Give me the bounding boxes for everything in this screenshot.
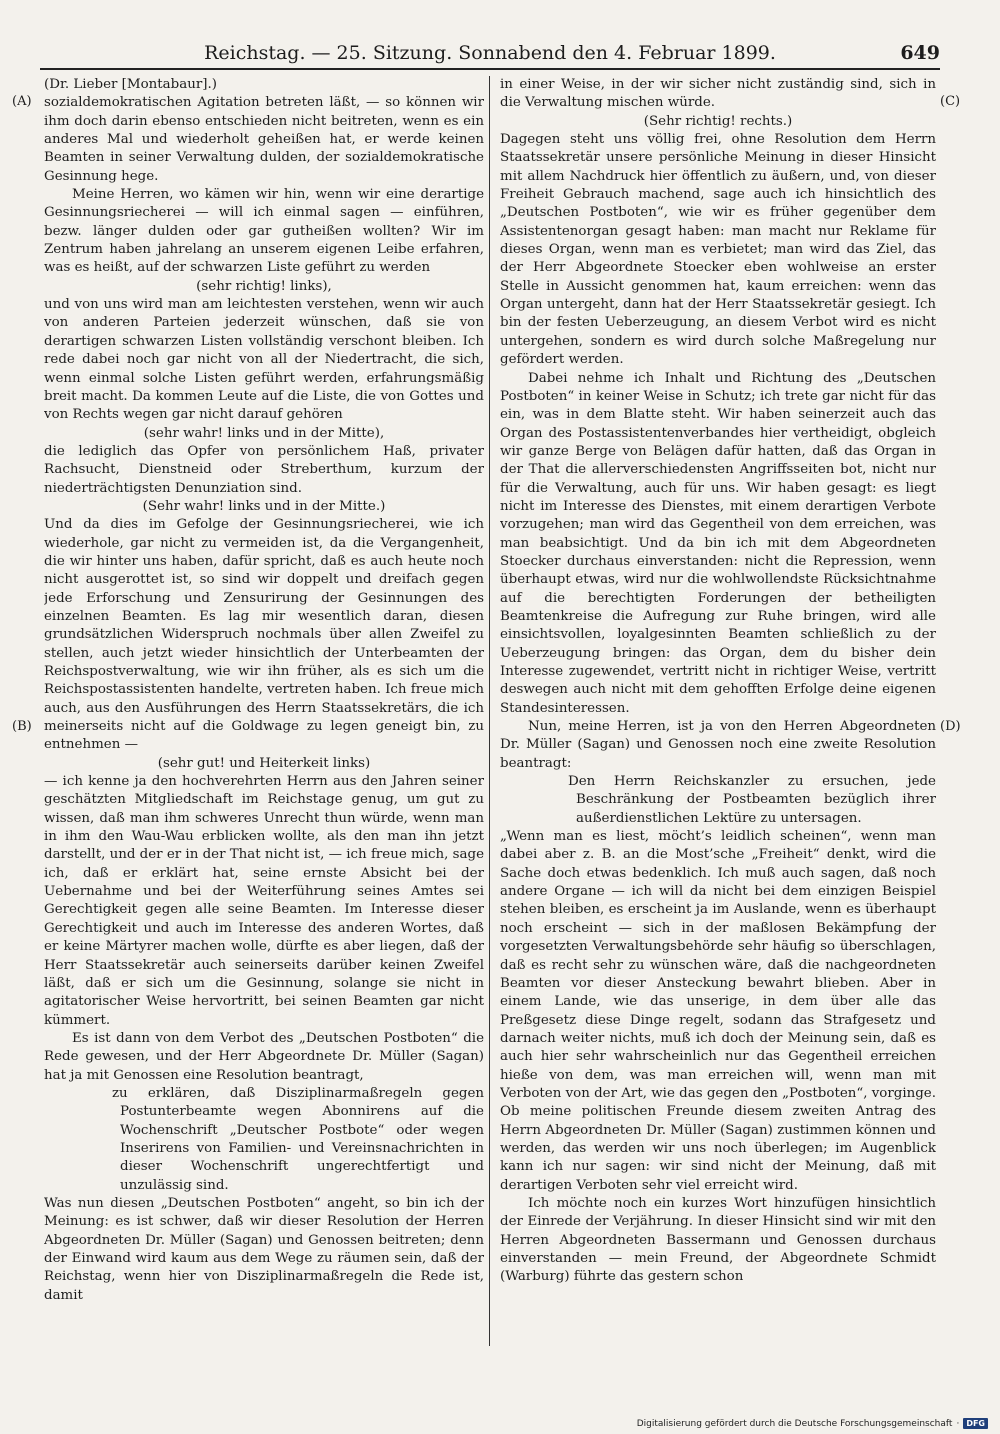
dfg-logo-icon: DFG: [963, 1418, 988, 1429]
paragraph: Dabei nehme ich Inhalt und Richtung des „Deutschen Postboten“ in keiner Weise in Schutz; ich trete gar nicht für das ein, was in dem Blatte steht. Wir haben seinerzeit auch das Organ des Postassistentenverbandes hier vertheidigt, obgleich wir ganze Berge von Belägen dafür hatten, daß das Organ in der That die allerverschiedensten Angriffsseiten bot, nicht nur für die Verwaltung, auch für uns. Wir haben gesagt: es liegt nicht im Interesse des Dienstes, mit einem derartigen Verbote vorzugehen; man wird das Gegentheil von dem erreichen, was man beabsichtigt. Und da bin ich mit dem Abgeordneten Stoecker durchaus einverstanden: nicht die Repression, wenn überhaupt etwas, wird nur die wohlwollendste Rücksichtnahme auf die berechtigten Forderungen der betheiligten Beamtenkreise die Aufregung zur Ruhe bringen, wird alle einsichtsvollen, loyalgesinnten Beamten schließlich zu der Ueberzeugung bringen: das Organ, dem du bisher dein Interesse zugewendet, vertritt nicht in richtiger Weise, vertritt deswegen auch nicht mit dem gehofften Erfolge deine eigenen Standesinteressen.: [500, 370, 936, 716]
left-column: [44, 76, 484, 1352]
paragraph: (sehr richtig! links),: [196, 278, 332, 294]
footer: Digitalisierung gefördert durch die Deutsche Forschungsgemeinschaft · DFG: [637, 1418, 988, 1429]
right-column: [500, 76, 936, 1352]
paragraph: Nun, meine Herren, ist ja von den Herren Abgeordneten Dr. Müller (Sagan) und Genossen noch eine zweite Resolution beantragt:: [500, 719, 936, 771]
running-header: [40, 40, 940, 70]
paragraph: Dagegen steht uns völlig frei, ohne Resolution dem Herrn Staatssekretär unsere persönliche Meinung in dieser Hinsicht mit allem Nachdruck hier öffentlich zu äußern, und, von dieser Freiheit Gebrauch machend, sage auch ich hinsichtlich des „Deutschen Postboten“, wie wir es früher gegenüber dem Assistentenorgan gesagt haben: man macht nur Reklame für dieses Organ, wenn man es verbietet; man wird das Ziel, das der Herr Abgeordnete Stoecker eben wohlweise an erster Stelle in Aussicht genommen hat, kaum erreichen: wenn das Organ untergeht, dann hat der Herr Staatssekretär gesiegt. Ich bin der festen Ueberzeugung, an diesem Verbot wird es nicht untergehen, sondern es wird durch solche Maßregelung nur gefördert werden.: [500, 132, 936, 368]
column-rule: [489, 76, 490, 1346]
paragraph: Was nun diesen „Deutschen Postboten“ angeht, so bin ich der Meinung: es ist schwer, daß wir dieser Resolution der Herren Abgeordneten Dr. Müller (Sagan) und Genossen beitreten; denn der Einwand wird kaum aus dem Wege zu räumen sein, daß der Reichstag, wenn hier von Disziplinarmaßregeln die Rede ist, damit: [44, 1195, 484, 1303]
paragraph: (Dr. Lieber [Montabaur].): [44, 77, 217, 92]
paragraph: Meine Herren, wo kämen wir hin, wenn wir eine derartige Gesinnungsriecherei — will ich einmal sagen — einführen, bezw. länger dulden oder gar gutheißen wollten? Wir im Zentrum haben jahrelang an unserem eigenen Leibe erfahren, was es heißt, auf der schwarzen Liste geführt zu werden: [44, 187, 484, 276]
paragraph: Und da dies im Gefolge der Gesinnungsriecherei, wie ich wiederhole, gar nicht zu vermeiden ist, da die Vergangenheit, die wir hinter uns haben, dafür spricht, daß es auch heute noch nicht ausgerottet ist, so sind wir doppelt und dreifach gegen jede Erforschung und Zensurirung der Gesinnungen des einzelnen Beamten. Es lag mir wesentlich daran, diesen grundsätzlichen Widerspruch nochmals über allen Zweifel zu stellen, auch jetzt wieder hinsichtlich der Unterbeamten der Reichspostverwaltung, wie wir ihn früher, als es sich um die Reichspostassistenten handelte, vertreten haben. Ich freue mich auch, aus den Ausführungen des Herrn Staatssekretärs, die ich meinerseits nicht auf die Goldwage zu legen geneigt bin, zu entnehmen —: [44, 517, 484, 753]
paragraph: Es ist dann von dem Verbot des „Deutschen Postboten“ die Rede gewesen, und der Herr Abgeordnete Dr. Müller (Sagan) hat ja mit Genossen eine Resolution beantragt,: [44, 1030, 484, 1083]
paragraph: sozialdemokratischen Agitation betreten läßt, — so können wir ihm doch darin ebenso entschieden nicht beitreten, wenn es ein anderes Mal und wiederholt geheißen hat, er werde keinen Beamten in seiner Verwaltung dulden, der sozialdemokratische Gesinnung hege.: [44, 95, 484, 184]
paragraph: (sehr wahr! links und in der Mitte),: [143, 425, 385, 441]
header-rule: [40, 68, 940, 70]
paragraph: (sehr gut! und Heiterkeit links): [157, 755, 371, 771]
margin-marker-c: (C): [940, 94, 961, 109]
paragraph: (Sehr richtig! rechts.): [643, 113, 793, 129]
paragraph: — ich kenne ja den hochverehrten Herrn aus den Jahren seiner geschätzten Mitgliedschaft im Reichstage genug, um gut zu wissen, daß man ihm schweres Unrecht thun würde, wenn man in ihm den Wau-Wau erblicken wollte, als den man ihn jetzt darstellt, und der er in der That nicht ist, — ich freue mich, sage ich, daß er erklärt hat, seine ernste Absicht bei der Uebernahme und bei der Weiterführung seines Amtes sei Gerechtigkeit gegen alle seine Beamten. Im Interesse dieser Gerechtigkeit und auch im Interesse des anderen Wortes, daß er keine Märtyrer machen wolle, dürfte es aber liegen, daß der Herr Staatssekretär auch seinerseits darüber keinen Zweifel läßt, daß er sich um die Gesinnung, solange sie nicht in agitatorischer Weise hervortritt, bei seinen Beamten gar nicht kümmert.: [44, 774, 484, 1028]
margin-marker-d: (D): [940, 719, 961, 734]
paragraph: in einer Weise, in der wir sicher nicht zuständig sind, sich in die Verwaltung mischen würde.: [500, 77, 936, 111]
paragraph: Den Herrn Reichskanzler zu ersuchen, jede Beschränkung der Postbeamten bezüglich ihrer außerdienstlichen Lektüre zu untersagen.: [568, 774, 936, 826]
footer-credit: Digitalisierung gefördert durch die Deutsche Forschungsgemeinschaft: [636, 1418, 953, 1429]
margin-marker-b: (B): [12, 719, 32, 734]
paragraph: und von uns wird man am leichtesten verstehen, wenn wir auch von anderen Parteien jederzeit wünschen, daß sie von derartigen schwarzen Listen vollständig verschont bleiben. Ich rede dabei noch gar nicht von all der Niedertracht, die sich, wenn einmal solche Listen geführt werden, erfahrungsmäßig breit macht. Da kommen Leute auf die Liste, die von Gottes und von Rechts wegen gar nicht darauf gehören: [44, 297, 484, 423]
paragraph: die lediglich das Opfer von persönlichem Haß, privater Rachsucht, Dienstneid oder Streberthum, kurzum der niederträchtigsten Denunziation sind.: [44, 443, 484, 496]
paragraph: Ich möchte noch ein kurzes Wort hinzufügen hinsichtlich der Einrede der Verjährung. In dieser Hinsicht sind wir mit den Herren Abgeordneten Bassermann und Genossen durchaus einverstanden — mein Freund, der Abgeordnete Schmidt (Warburg) führte das gestern schon: [500, 1195, 936, 1285]
margin-marker-a: (A): [12, 94, 32, 109]
paragraph: (Sehr wahr! links und in der Mitte.): [142, 498, 386, 514]
page-number: 649: [900, 42, 940, 64]
paragraph: „Wenn man es liest, möcht’s leidlich scheinen“, wenn man dabei aber z. B. an die Most’sche „Freiheit“ denkt, wird die Sache doch etwas bedenklich. Ich muß auch sagen, daß noch andere Organe — ich will da nicht bei dem einzigen Beispiel stehen bleiben, es erscheint ja im Auslande, wenn es überhaupt noch erscheint — sich in der maßlosen Bekämpfung der vorgesetzten Verwaltungsbehörde sehr häufig so überschlagen, daß es recht sehr zu wünschen wäre, daß die nachgeordneten Beamten vor dieser Ansteckung bewahrt blieben. Aber in einem Lande, wie das unserige, in dem über alle das Preßgesetz diese Dinge regelt, sodann das Strafgesetz und darnach weiter nichts, muß ich doch der Meinung sein, daß es auch hier sehr wahrscheinlich nur das Gegentheil erreichen hieße von dem, was man erreichen will, wenn man mit Verboten von der Art, wie das gegen den „Postboten“, vorginge. Ob meine politischen Freunde diesem zweiten Antrag des Herrn Abgeordneten Dr. Müller (Sagan) zustimmen können und werden, das werden wir uns noch überlegen; im Augenblick kann ich nur sagen: wir sind nicht der Meinung, daß mit derartigen Verboten sehr viel erreicht wird.: [500, 829, 936, 1193]
paragraph: zu erklären, daß Disziplinarmaßregeln gegen Postunterbeamte wegen Abonnirens auf die Wochenschrift „Deutscher Postbote“ oder wegen Inserirens von Familien- und Vereinsnachrichten in dieser Wochenschrift ungerechtfertigt und unzulässig sind.: [112, 1085, 484, 1193]
page-header-title: Reichstag. — 25. Sitzung. Sonnabend den 4. Februar 1899.: [204, 42, 776, 64]
